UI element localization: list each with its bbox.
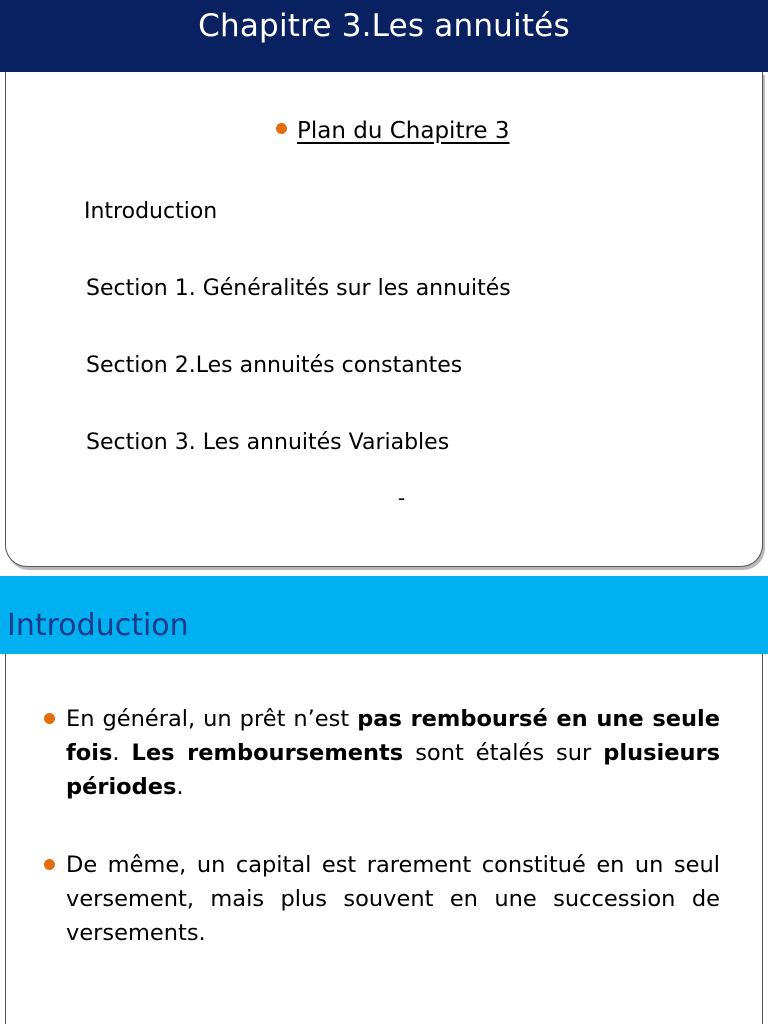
paragraph-pret-text-3: sont étalés sur: [403, 740, 604, 766]
bullet-dot-icon: [44, 713, 55, 724]
paragraph-pret-bold-1: pas remboursé en une seule fois: [66, 706, 720, 766]
paragraph-pret-text-4: .: [176, 774, 184, 800]
plan-title: Plan du Chapitre 3: [297, 118, 510, 144]
slide-2-title: Introduction: [7, 608, 189, 643]
paragraph-pret-bold-2: Les remboursements: [131, 740, 404, 766]
paragraph-capital-text: De même, un capital est rarement constitué en un seul versement, mais plus souvent en une succession de versements.: [66, 852, 720, 946]
toc-item-introduction: Introduction: [84, 199, 218, 224]
slide-1-header: [0, 0, 768, 72]
bullet-dot-icon: [276, 123, 287, 134]
toc-item-section-2: Section 2.Les annuités constantes: [86, 353, 463, 378]
dash-mark: -: [398, 486, 406, 510]
plan-heading: [276, 118, 510, 144]
slide-2-header: [0, 576, 768, 654]
paragraph-pret-text-1: En général, un prêt n’est: [66, 706, 358, 732]
toc-item-section-1: Section 1. Généralités sur les annuités: [86, 276, 511, 301]
slide-1-frame: [5, 72, 763, 567]
paragraph-pret-bold-3: plusieurs périodes: [66, 740, 720, 800]
bullet-dot-icon: [44, 859, 55, 870]
paragraph-pret-text-2: .: [112, 740, 132, 766]
toc-item-section-3: Section 3. Les annuités Variables: [86, 430, 450, 455]
paragraph-pret: [66, 702, 720, 804]
slide-2: [0, 576, 768, 1024]
paragraph-capital: [66, 848, 720, 950]
slide-1-title: Chapitre 3.Les annuités: [198, 8, 570, 44]
